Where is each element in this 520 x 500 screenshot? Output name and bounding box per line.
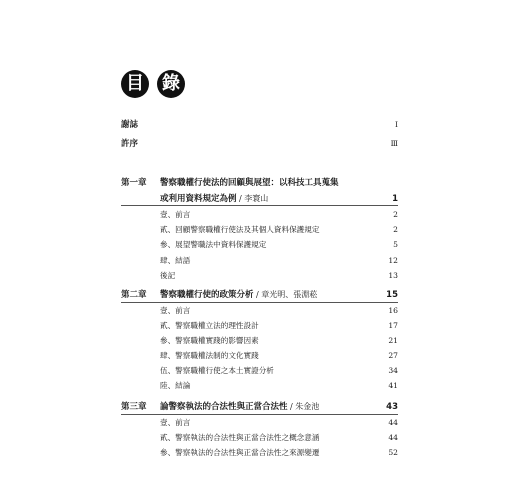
section-page: 2 <box>393 225 398 234</box>
section-page: 34 <box>388 366 398 375</box>
toc-section[interactable] <box>121 364 398 378</box>
toc-section[interactable] <box>121 416 398 430</box>
toc-section[interactable] <box>121 254 398 268</box>
section-label: 壹、前言 <box>160 418 191 427</box>
chapter-page: 15 <box>386 290 398 300</box>
chapter-title: 警察職權行使的政策分析 <box>160 290 254 300</box>
toc-section[interactable] <box>121 223 398 237</box>
section-label: 貳、回顧警察職權行使法及其個人資料保護規定 <box>160 225 320 234</box>
chapter-author: / 朱金池 <box>287 402 320 411</box>
section-page: 16 <box>388 306 398 315</box>
toc-section[interactable] <box>121 319 398 333</box>
section-label: 參、警察職權實踐的影響因素 <box>160 336 259 345</box>
toc-section[interactable] <box>121 334 398 348</box>
chapter-number: 第三章 <box>121 402 147 412</box>
chapter-title: 警察職權行使法的回顧與展望：以科技工具蒐集 <box>160 178 339 188</box>
section-label: 後記 <box>160 271 176 280</box>
section-page: 52 <box>388 448 398 457</box>
toc-section[interactable] <box>121 379 398 393</box>
section-label: 肆、警察職權法制的文化實踐 <box>160 351 259 360</box>
toc-entry-preface[interactable] <box>121 137 398 151</box>
toc-entry-acknowledgements[interactable] <box>121 118 398 132</box>
section-page: 44 <box>388 418 398 427</box>
section-label: 伍、警察職權行使之本土實證分析 <box>160 366 274 375</box>
chapter-title-wrap <box>160 400 319 414</box>
chapter-author: / 章光明、張淵菘 <box>253 290 318 299</box>
chapter-page: 1 <box>392 194 398 204</box>
toc-section[interactable] <box>121 446 398 460</box>
section-label: 肆、結語 <box>160 256 191 265</box>
entry-page: Ⅲ <box>390 139 398 148</box>
toc-section[interactable] <box>121 208 398 222</box>
chapter-author: / 李寰山 <box>236 194 269 203</box>
toc-section[interactable] <box>121 431 398 445</box>
section-label: 參、警察執法的合法性與正當合法性之來源變遷 <box>160 448 320 457</box>
section-label: 壹、前言 <box>160 210 191 219</box>
section-page: 41 <box>388 381 398 390</box>
section-page: 13 <box>388 271 398 280</box>
entry-page: I <box>395 120 398 129</box>
chapter-page: 43 <box>386 402 398 412</box>
section-page: 2 <box>393 210 398 219</box>
toc-chapter-1-cont[interactable] <box>121 192 398 206</box>
chapter-number: 第二章 <box>121 290 147 300</box>
entry-label: 許序 <box>121 139 139 149</box>
chapter-title: 論警察執法的合法性與正當合法性 <box>160 402 288 412</box>
title-glyph-2: 錄 <box>157 70 185 98</box>
chapter-number: 第一章 <box>121 178 147 188</box>
section-page: 17 <box>388 321 398 330</box>
section-page: 12 <box>388 256 398 265</box>
title-glyph-1: 目 <box>121 70 149 98</box>
toc-section[interactable] <box>121 238 398 252</box>
toc-section[interactable] <box>121 349 398 363</box>
chapter-title-cont <box>160 192 268 206</box>
chapter-title-wrap <box>160 288 317 302</box>
section-page: 27 <box>388 351 398 360</box>
toc-chapter-2[interactable] <box>121 288 398 302</box>
chapter-title-line2: 或利用資料規定為例 <box>160 194 237 204</box>
section-label: 壹、前言 <box>160 306 191 315</box>
toc-section[interactable] <box>121 304 398 318</box>
toc-chapter-1[interactable] <box>121 176 398 190</box>
chapter-divider <box>121 205 398 206</box>
section-label: 參、展望警職法中資料保護規定 <box>160 240 267 249</box>
section-label: 貳、警察職權立法的理性設計 <box>160 321 259 330</box>
entry-label: 謝誌 <box>121 120 139 130</box>
section-page: 44 <box>388 433 398 442</box>
section-page: 5 <box>393 240 398 249</box>
toc-section[interactable] <box>121 269 398 283</box>
section-label: 陸、結論 <box>160 381 191 390</box>
chapter-divider <box>121 414 398 415</box>
section-page: 21 <box>388 336 398 345</box>
toc-title <box>121 70 185 98</box>
toc-chapter-3[interactable] <box>121 400 398 414</box>
chapter-divider <box>121 302 398 303</box>
section-label: 貳、警察執法的合法性與正當合法性之概念意涵 <box>160 433 320 442</box>
